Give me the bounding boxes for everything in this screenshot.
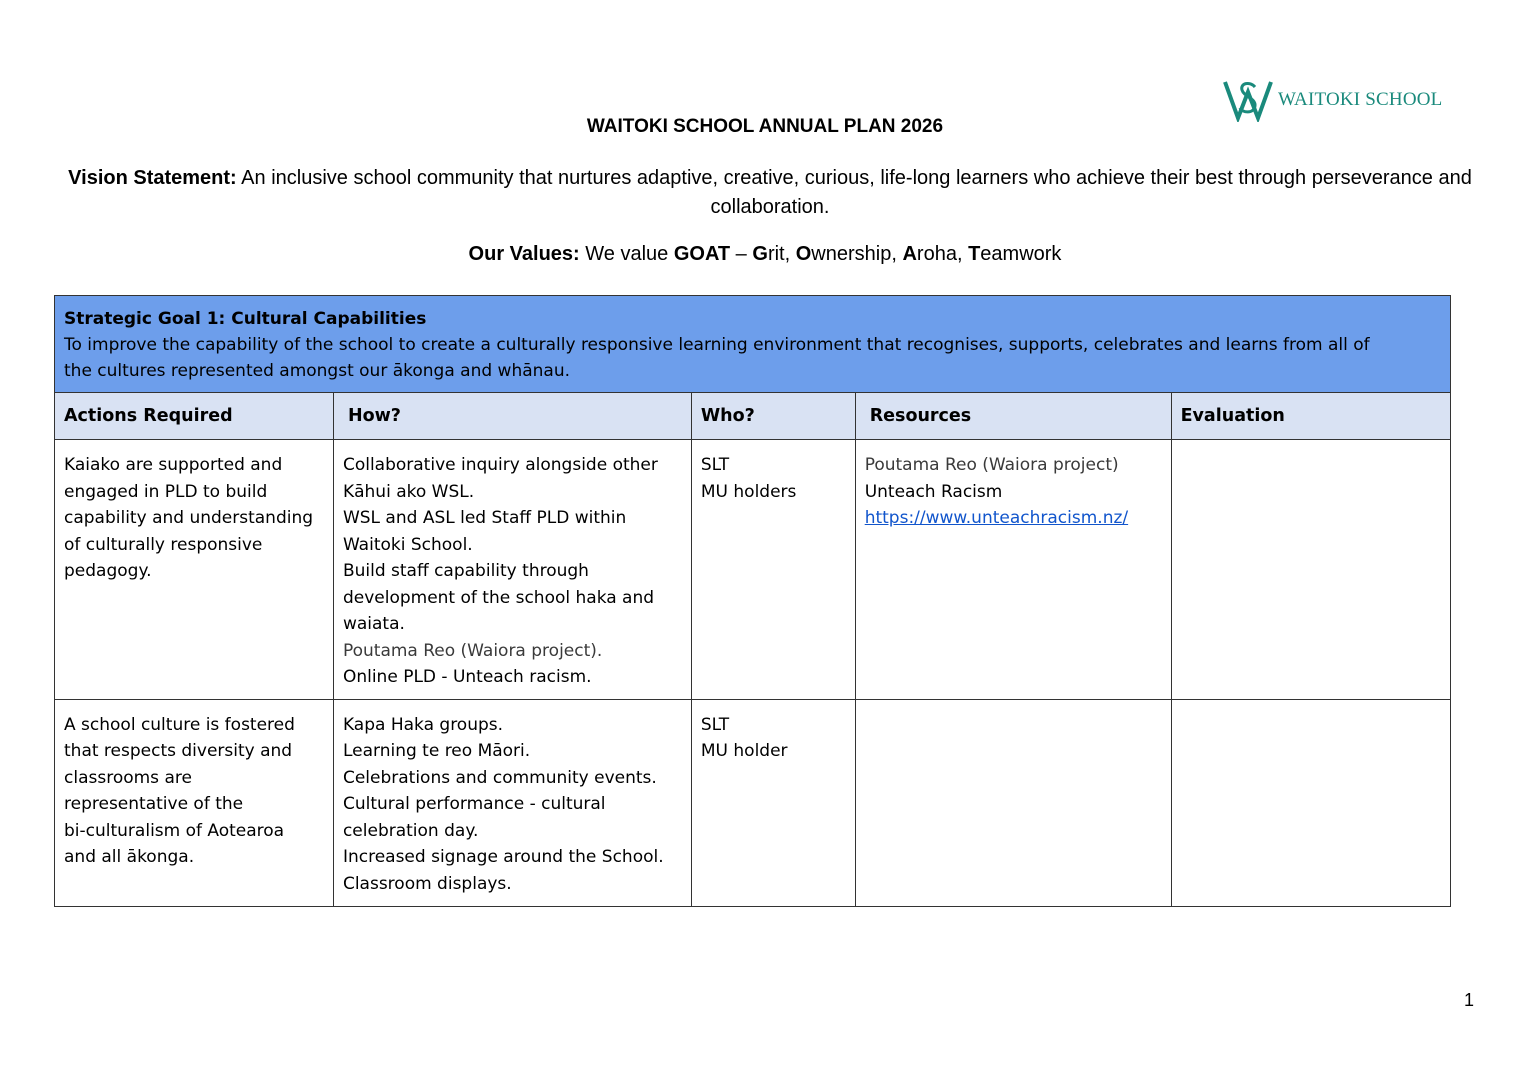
column-header-how: How?: [333, 393, 691, 440]
strategic-goal-table: [54, 295, 1451, 907]
table-row: [55, 440, 1451, 700]
column-header-who: Who?: [691, 393, 855, 440]
how-cell: [333, 440, 691, 700]
cell-line: pedagogy.: [64, 561, 152, 581]
resources-cell: [855, 699, 1171, 906]
vision-label: Vision Statement:: [68, 167, 237, 189]
evaluation-cell: [1171, 440, 1450, 700]
cell-line: celebration day.: [342, 820, 479, 841]
cell-line: MU holders: [700, 481, 797, 502]
cell-line: A school culture is fostered: [64, 714, 295, 735]
value-item: Ownership,: [795, 243, 903, 265]
cell-line: Increased signage around the School.: [342, 847, 664, 867]
goal-description-line: To improve the capability of the school to create a culturally responsive learning environment that recognises, supports, celebrates and learns from all of: [64, 335, 1370, 355]
cell-line: Kaiako are supported and: [64, 455, 283, 475]
cell-line: Classroom displays.: [342, 873, 512, 894]
who-cell: [691, 440, 855, 700]
action-cell: [55, 699, 334, 906]
value-item: Aroha,: [902, 243, 969, 265]
cell-line: waiata.: [342, 614, 405, 634]
cell-line: and all ākonga.: [64, 847, 195, 867]
cell-line: Build staff capability through: [342, 561, 589, 581]
resources-cell: [855, 440, 1171, 700]
cell-line: Collaborative inquiry alongside other: [342, 455, 658, 475]
column-header-resources: Resources: [855, 393, 1171, 440]
goal-header-cell: [55, 296, 1451, 393]
cell-line: Learning te reo Māori.: [342, 741, 531, 761]
cell-line: representative of the: [64, 794, 244, 814]
table-row: [55, 699, 1451, 906]
evaluation-cell: [1171, 699, 1450, 906]
column-header-actions: Actions Required: [55, 393, 334, 440]
cell-line: Poutama Reo (Waiora project).: [342, 640, 603, 661]
cell-line: that respects diversity and: [64, 741, 293, 761]
cell-line: Cultural performance - cultural: [342, 794, 606, 814]
column-header-row: [55, 393, 1451, 440]
action-cell: [55, 440, 334, 700]
cell-line: bi-culturalism of Aotearoa: [64, 820, 285, 841]
values-intro: We value: [579, 243, 674, 265]
cell-line: Online PLD - Unteach racism.: [342, 667, 592, 687]
cell-line: development of the school haka and: [342, 587, 655, 608]
values-dash: –: [730, 243, 753, 265]
cell-line: Waitoki School.: [342, 534, 473, 555]
goal-description-line: the cultures represented amongst our ākonga and whānau.: [64, 361, 571, 381]
values-statement: [0, 243, 1530, 266]
cell-line: SLT: [700, 714, 730, 735]
cell-line: MU holder: [700, 741, 788, 761]
resource-item: Poutama Reo (Waiora project): [864, 455, 1119, 475]
resource-item: Unteach Racism: [864, 481, 1003, 502]
vision-text: An inclusive school community that nurtures adaptive, creative, curious, life-long learners who achieve their best through perseverance and collaboration.: [236, 167, 1472, 218]
value-item: Grit,: [752, 243, 796, 265]
cell-line: Kapa Haka groups.: [342, 714, 504, 735]
resource-link[interactable]: https://www.unteachracism.nz/: [864, 508, 1129, 528]
how-cell: [333, 699, 691, 906]
cell-line: WSL and ASL led Staff PLD within: [342, 508, 627, 528]
cell-line: Celebrations and community events.: [342, 767, 657, 788]
cell-line: engaged in PLD to build: [64, 481, 268, 502]
page-title: WAITOKI SCHOOL ANNUAL PLAN 2026: [586, 116, 944, 137]
cell-line: classrooms are: [64, 767, 192, 788]
cell-line: Kāhui ako WSL.: [342, 481, 475, 502]
values-label: Our Values:: [468, 243, 580, 265]
logo-text: WAITOKI SCHOOL: [1278, 89, 1443, 110]
column-header-evaluation: Evaluation: [1171, 393, 1450, 440]
goal-header-row: [55, 296, 1451, 393]
cell-line: of culturally responsive: [64, 534, 263, 555]
vision-statement: [60, 164, 1480, 222]
cell-line: capability and understanding: [64, 508, 314, 528]
who-cell: [691, 699, 855, 906]
cell-line: SLT: [700, 455, 730, 475]
values-acronym: GOAT: [673, 243, 731, 265]
value-item: Teamwork: [968, 243, 1062, 265]
goal-title: Strategic Goal 1: Cultural Capabilities: [64, 309, 427, 329]
page-number: 1: [1464, 990, 1475, 1010]
